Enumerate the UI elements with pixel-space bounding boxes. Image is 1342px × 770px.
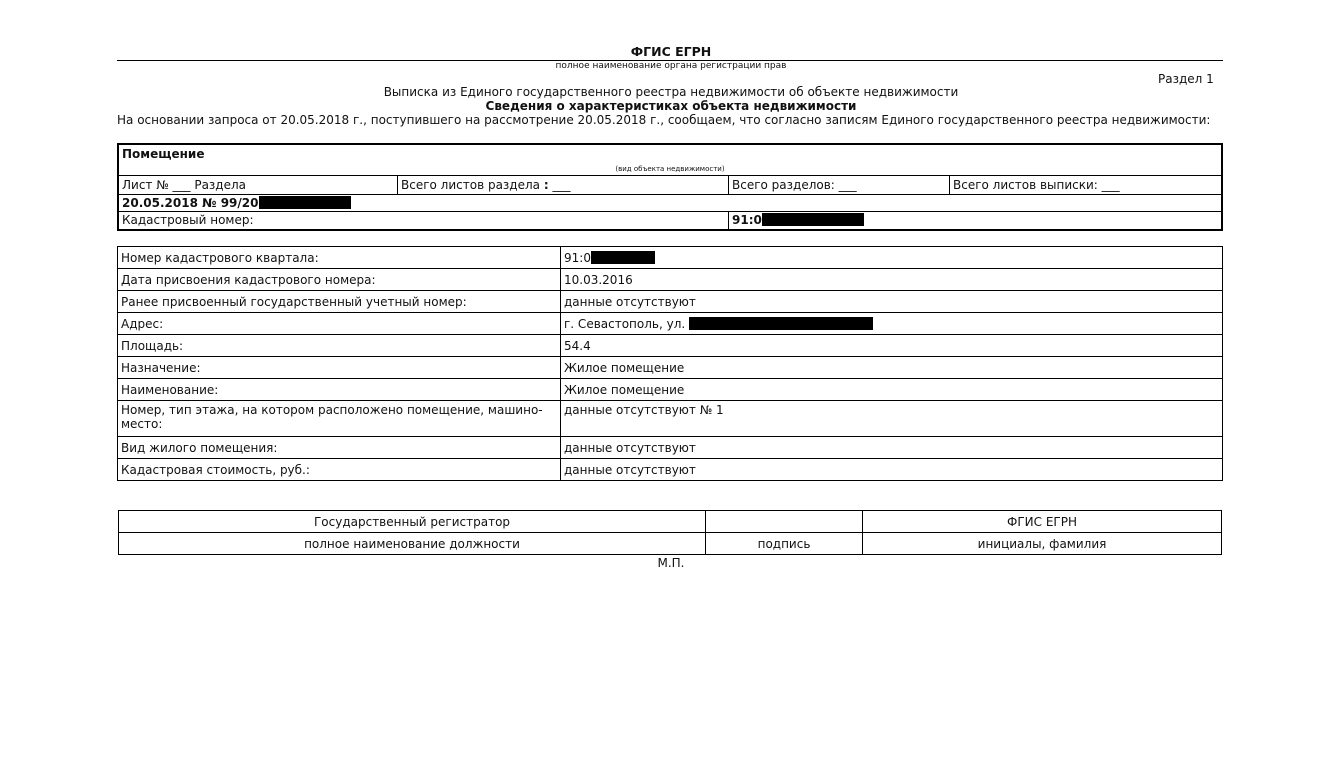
object-info-table	[117, 143, 1223, 231]
property-label: Кадастровая стоимость, руб.:	[118, 459, 561, 481]
property-value: Жилое помещение	[561, 379, 1223, 401]
object-type: Помещение	[118, 144, 1222, 163]
cadastral-number-label: Кадастровый номер:	[118, 211, 729, 230]
date-number-cell	[118, 194, 1222, 211]
property-label: Номер кадастрового квартала:	[118, 247, 561, 269]
signature-table	[118, 510, 1222, 555]
property-value: Жилое помещение	[561, 357, 1223, 379]
property-value: 54.4	[561, 335, 1223, 357]
redaction-block	[689, 317, 873, 330]
property-value: данные отсутствуют № 1	[561, 401, 1223, 437]
registrar-name: ФГИС ЕГРН	[863, 511, 1222, 533]
stamp-place: М.П.	[657, 556, 685, 570]
request-basis-text: На основании запроса от 20.05.2018 г., поступившего на рассмотрение 20.05.2018 г., сообщаем, что согласно записям Единого государственного реестра недвижимости:	[117, 113, 1211, 127]
property-label: Адрес:	[118, 313, 561, 335]
property-label: Назначение:	[118, 357, 561, 379]
document-subtitle: Сведения о характеристиках объекта недвижимости	[485, 99, 857, 113]
table-row	[118, 401, 1223, 437]
registration-authority-caption: полное наименование органа регистрации прав	[555, 61, 787, 71]
table-row	[118, 357, 1223, 379]
property-label: Ранее присвоенный государственный учетный номер:	[118, 291, 561, 313]
redaction-block	[762, 213, 864, 226]
property-value: данные отсутствуют	[561, 459, 1223, 481]
total-sheets-section: Всего листов раздела	[401, 177, 541, 192]
property-value: 91:0	[564, 250, 591, 265]
object-type-caption: (вид объекта недвижимости)	[118, 163, 1222, 175]
property-label: Площадь:	[118, 335, 561, 357]
total-sections: Всего разделов: ___	[729, 175, 950, 194]
property-label: Дата присвоения кадастрового номера:	[118, 269, 561, 291]
name-caption: инициалы, фамилия	[863, 533, 1222, 555]
property-label: Номер, тип этажа, на котором расположено помещение, машино-место:	[118, 401, 561, 437]
table-row	[118, 459, 1223, 481]
table-row	[118, 247, 1223, 269]
cadastral-number-value: 91:0	[732, 213, 762, 228]
signature-caption: подпись	[706, 533, 863, 555]
extract-date-number: 20.05.2018 № 99/20	[122, 195, 259, 210]
section-label: Раздел 1	[1158, 72, 1214, 86]
total-sheets-section-blank: ___	[552, 177, 571, 192]
table-row	[118, 379, 1223, 401]
property-value-cell	[561, 247, 1223, 269]
table-row	[118, 437, 1223, 459]
property-value-cell	[561, 313, 1223, 335]
property-label: Вид жилого помещения:	[118, 437, 561, 459]
total-sheets-extract: Всего листов выписки: ___	[950, 175, 1223, 194]
registrar-position: Государственный регистратор	[119, 511, 706, 533]
property-value: данные отсутствуют	[561, 291, 1223, 313]
document-title: Выписка из Единого государственного реестра недвижимости об объекте недвижимости	[383, 85, 959, 99]
table-row	[118, 313, 1223, 335]
redaction-block	[259, 196, 351, 209]
table-row	[118, 291, 1223, 313]
registration-authority: ФГИС ЕГРН	[630, 44, 712, 59]
properties-table	[117, 246, 1223, 481]
property-value: г. Севастополь, ул.	[564, 316, 686, 331]
sheet-number: Лист № ___ Раздела	[118, 175, 398, 194]
cadastral-number-cell	[729, 211, 1223, 230]
total-sheets-section-cell	[398, 175, 729, 194]
table-row	[118, 269, 1223, 291]
signature-blank	[706, 511, 863, 533]
position-caption: полное наименование должности	[119, 533, 706, 555]
total-sheets-section-colon: :	[543, 177, 549, 192]
property-value: 10.03.2016	[561, 269, 1223, 291]
property-label: Наименование:	[118, 379, 561, 401]
property-value: данные отсутствуют	[561, 437, 1223, 459]
redaction-block	[591, 251, 655, 264]
table-row	[118, 335, 1223, 357]
